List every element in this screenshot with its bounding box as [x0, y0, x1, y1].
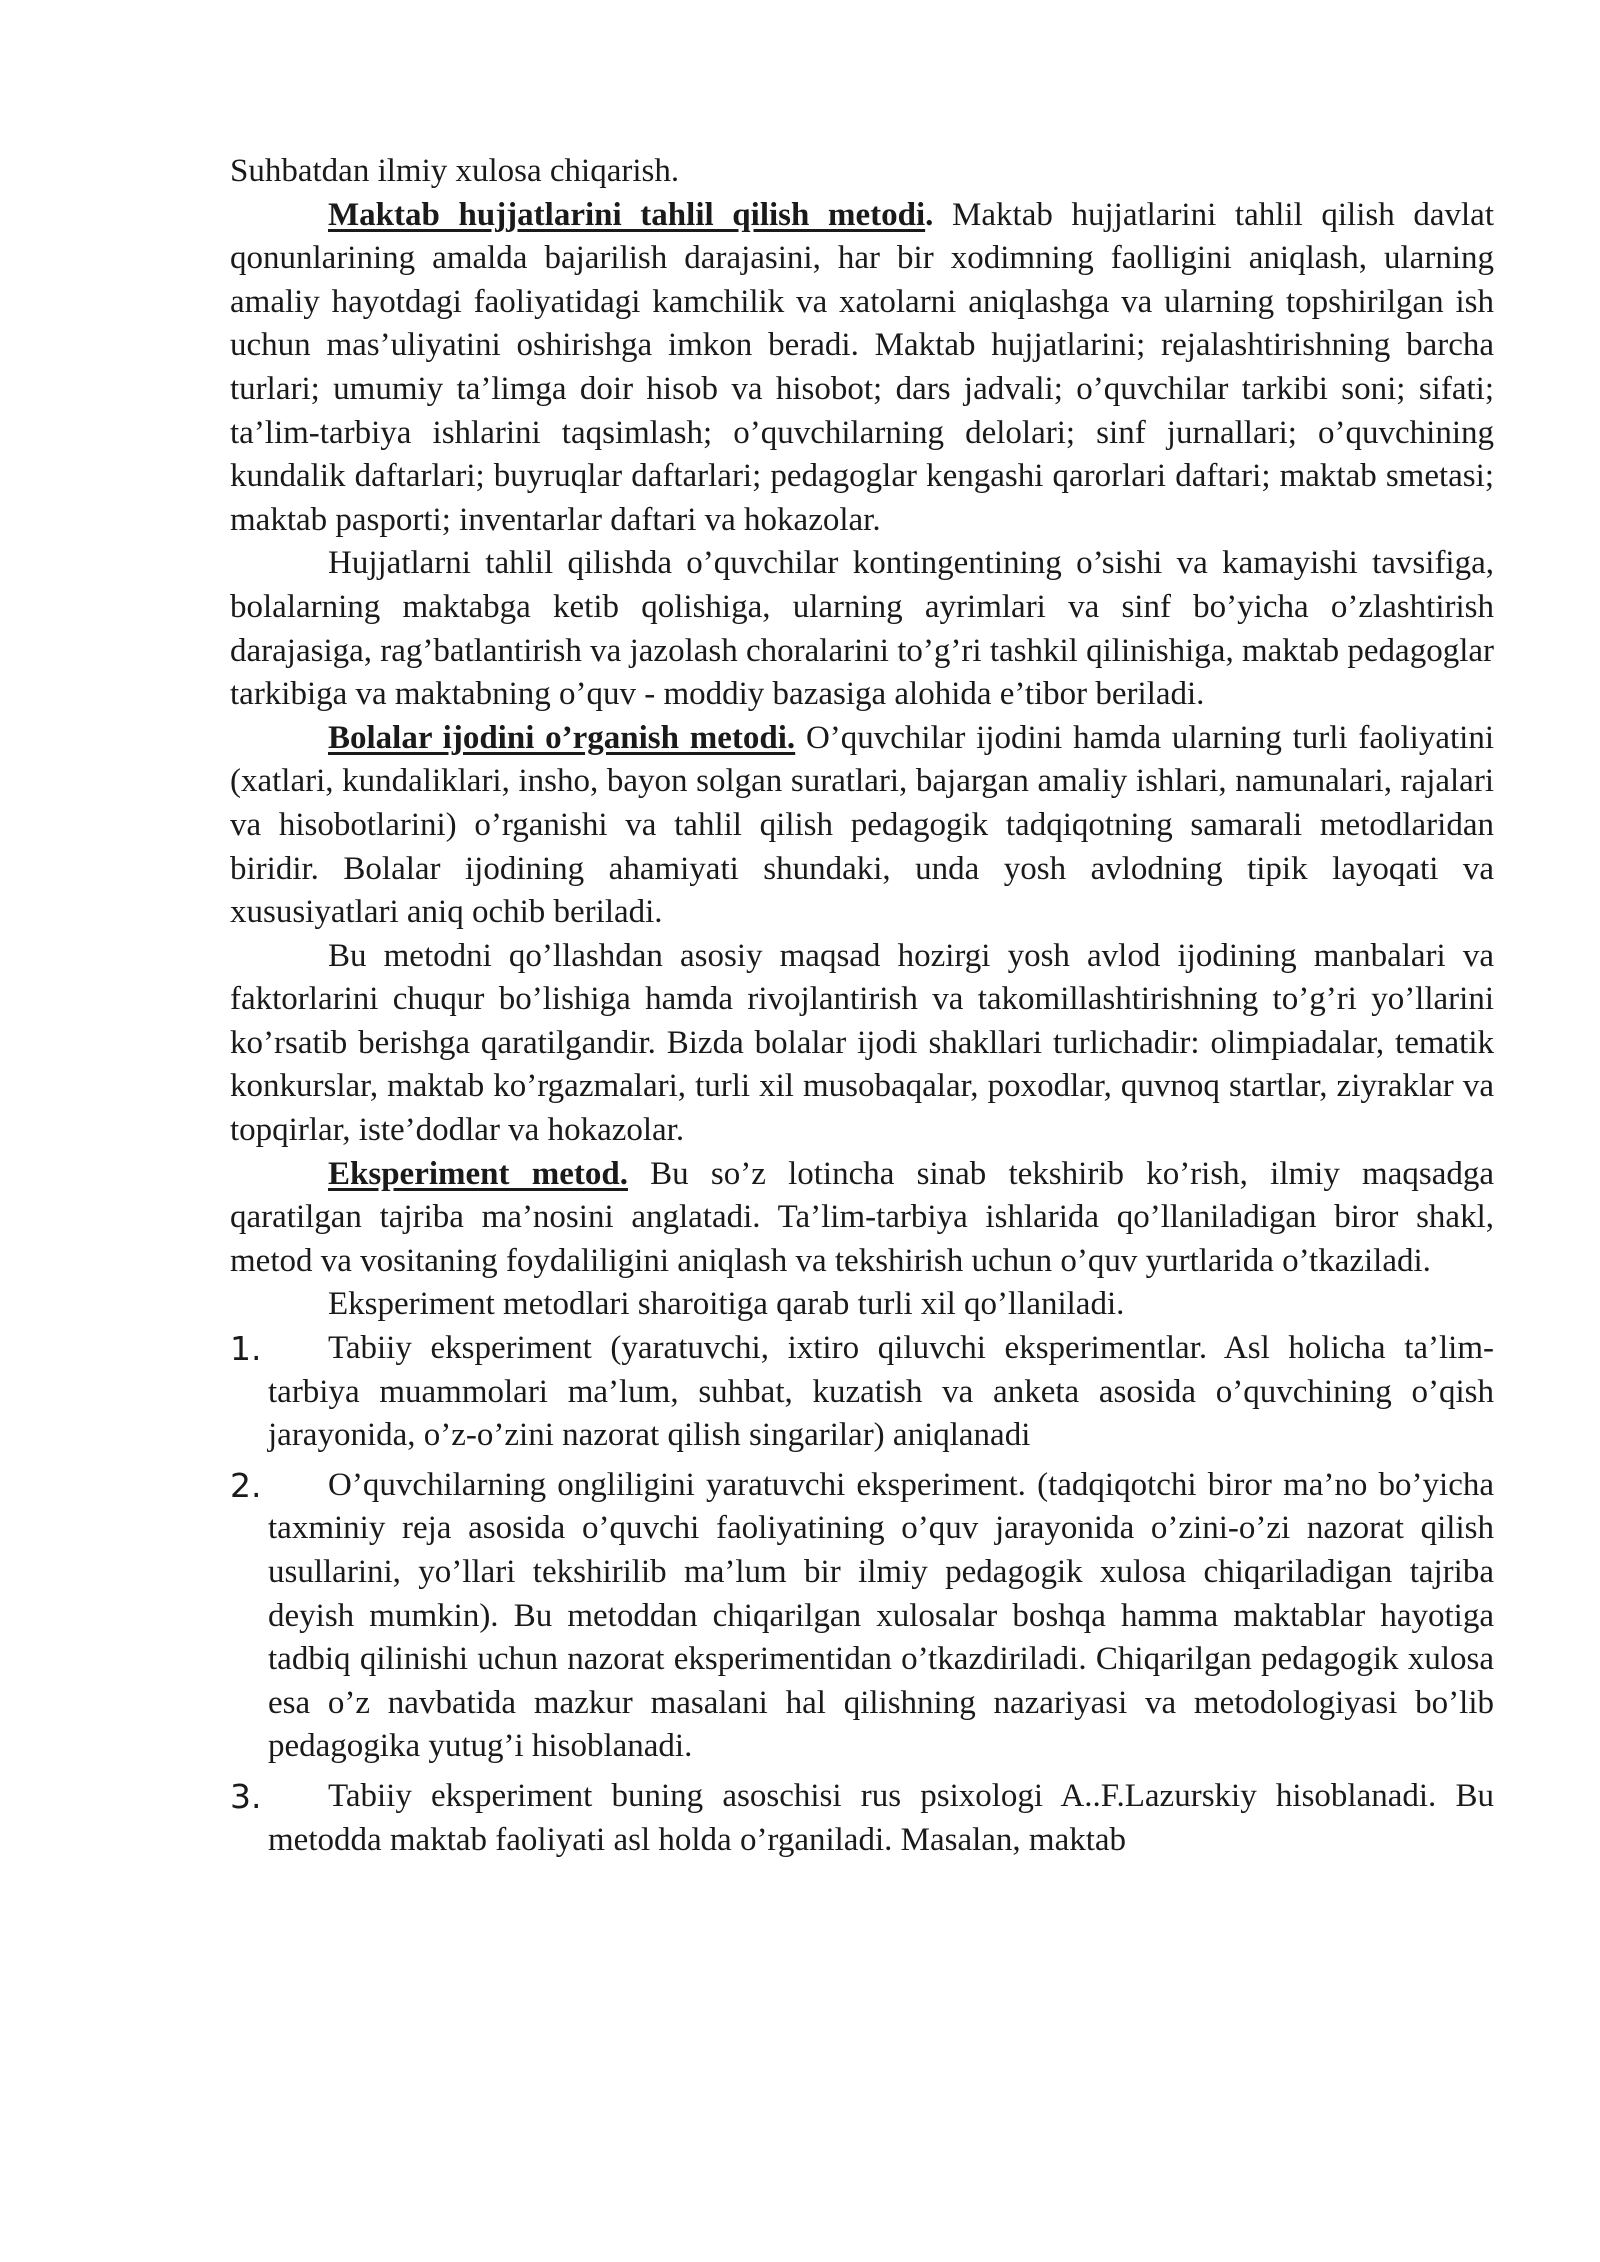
- list-number: 2.: [230, 1465, 262, 1505]
- experiment-list: [230, 1327, 1494, 1862]
- document-page: [230, 150, 1494, 1868]
- list-number: 3.: [230, 1776, 262, 1816]
- paragraph-experiment-types: Eksperiment metodlari sharoitiga qarab turli xil qo’llaniladi.: [328, 1286, 1125, 1323]
- list-item: [230, 1775, 1494, 1862]
- paragraph-text: O’quvchilar ijodini hamda ularning turli faoliyatini (xatlari, kundaliklari, insho, bayon solgan suratlari, bajargan amaliy ishlari, namunalari, rajalari va hisobotlarini) o’rganishi va tahlil qilish pedagogik tadqiqotning samarali metodlaridan biridir. Bolalar ijodining ahamiyati shundaki, unda yosh avlodning tipik layoqati va xususiyatlari aniq ochib beriladi.: [230, 719, 1495, 931]
- paragraph-children-creativity: [230, 717, 1494, 935]
- section-heading-experiment: Eksperiment metod.: [328, 1155, 628, 1192]
- paragraph-documents-analysis: Hujjatlarni tahlil qilishda o’quvchilar kontingentining o’sishi va kamayishi tavsifiga, bolalarning maktabga ketib qolishiga, ularning ayrimlari va sinf bo’yicha o’zlashtirish darajasiga, rag’batlantirish va jazolash choralarini to’g’ri tashkil qilinishiga, maktab pedagoglar tarkibiga va maktabning o’quv - moddiy bazasiga alohida e’tibor beriladi.: [230, 545, 1494, 713]
- list-number: 1.: [230, 1329, 262, 1369]
- section-heading-school-documents: Maktab hujjatlarini tahlil qilish metodi: [328, 196, 926, 233]
- list-item: [230, 1464, 1494, 1769]
- list-item-text: O’quvchilarning ongliligini yaratuvchi eksperiment. (tadqiqotchi biror ma’no bo’yicha taxminiy reja asosida o’quvchi faoliyatining o’quv jarayonida o’zini-o’zi nazorat qilish usullarini, yo’llari tekshirilib ma’lum bir ilmiy pedagogik xulosa chiqariladigan tajriba deyish mumkin). Bu metoddan chiqarilgan xulosalar boshqa hamma maktablar hayotiga tadbiq qilinishi uchun nazorat eksperimentidan o’tkazdiriladi. Chiqarilgan pedagogik xulosa esa o’z navbatida mazkur masalani hal qilishning nazariyasi va metodologiyasi bo’lib pedagogika yutug’i hisoblanadi.: [268, 1466, 1494, 1765]
- list-item-text: Tabiiy eksperiment (yaratuvchi, ixtiro qiluvchi eksperimentlar. Asl holicha ta’lim-tarbiya muammolari ma’lum, suhbat, kuzatish va anketa asosida o’quvchining o’qish jarayonida, o’z-o’zini nazorat qilish singarilar) aniqlanadi: [268, 1330, 1494, 1454]
- paragraph-method-purpose: Bu metodni qo’llashdan asosiy maqsad hozirgi yosh avlod ijodining manbalari va faktorlarini chuqur bo’lishiga hamda rivojlantirish va takomillashtirishning to’g’ri yo’llarini ko’rsatib berishga qaratilgandir. Bizda bolalar ijodi shakllari turlichadir: olimpiadalar, tematik konkurslar, maktab ko’rgazmalari, turli xil musobaqalar, poxodlar, quvnoq startlar, ziyraklar va topqirlar, iste’dodlar va hokazolar.: [230, 937, 1494, 1149]
- paragraph-intro: Suhbatdan ilmiy xulosa chiqarish.: [230, 153, 680, 189]
- list-item-text: Tabiiy eksperiment buning asoschisi rus psixologi A..F.Lazurskiy hisoblanadi. Bu metodda maktab faoliyati asl holda o’rganiladi. Masalan, maktab: [268, 1777, 1494, 1858]
- heading-period: .: [925, 196, 934, 233]
- paragraph-text: Maktab hujjatlarini tahlil qilish davlat qonunlarining amalda bajarilish darajasini, har bir xodimning faolligini aniqlash, ularning amaliy hayotdagi faoliyatidagi kamchilik va xatolarni aniqlashga va ularning topshirilgan ish uchun mas’uliyatini oshirishga imkon beradi. Maktab hujjatlarini; rejalashtirishning barcha turlari; umumiy ta’limga doir hisob va hisobot; dars jadvali; o’quvchilar tarkibi soni; sifati; ta’lim-tarbiya ishlarini taqsimlash; o’quvchilarning delolari; sinf jurnallari; o’quvchining kundalik daftarlari; buyruqlar daftarlari; pedagoglar kengashi qarorlari daftari; maktab smetasi; maktab pasporti; inventarlar daftari va hokazolar.: [230, 196, 1494, 538]
- paragraph-experiment: [230, 1153, 1494, 1284]
- paragraph-text: Bu so’z lotincha sinab tekshirib ko’rish, ilmiy maqsadga qaratilgan tajriba ma’nosini anglatadi. Ta’lim-tarbiya ishlarida qo’llaniladigan biror shakl, metod va vositaning foydaliligini aniqlash va tekshirish uchun o’quv yurtlarida o’tkaziladi.: [230, 1155, 1494, 1279]
- list-item: [230, 1327, 1494, 1458]
- section-heading-children-creativity: Bolalar ijodini o’rganish metodi.: [328, 719, 796, 756]
- paragraph-school-documents: [230, 194, 1494, 543]
